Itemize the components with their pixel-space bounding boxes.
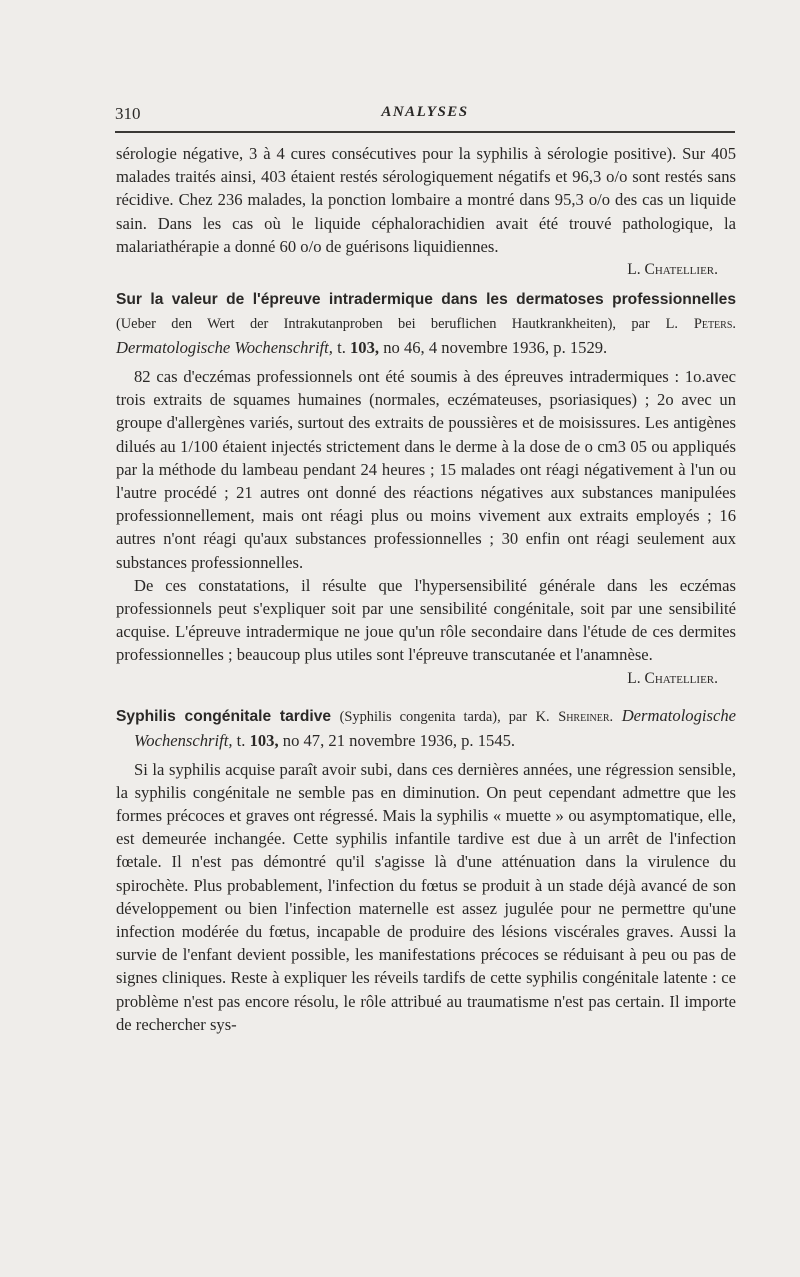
article-heading xyxy=(116,704,736,752)
journal-name: Dermatologische Wochenschrift, xyxy=(116,338,333,358)
running-title: ANALYSES xyxy=(381,104,469,120)
author-name: Shreiner. xyxy=(558,708,614,725)
volume-prefix: t. xyxy=(337,338,346,358)
article-title: Sur la valeur de l'épreuve intradermique dans les dermatoses professionnelles xyxy=(116,291,736,309)
header-rule xyxy=(115,131,735,133)
signature xyxy=(116,258,736,281)
page-header xyxy=(115,98,735,128)
article-paragraph: De ces constatations, il résulte que l'hypersensibilité générale dans les eczémas professionnels peut s'expliquer soit par une sensibilité congénitale, soit par une sensibilité acquise. L'épreuve intradermique ne joue qu'un rôle secondaire dans l'étude de ces dermites professionnelles ; beaucoup plus utiles sont l'épreuve transcutanée et l'anamnèse. xyxy=(116,575,736,665)
signature-name: Chatellier. xyxy=(644,261,718,279)
article-paragraph: 82 cas d'eczémas professionnels ont été soumis à des épreuves intradermiques : 1o.avec trois extraits de squames humaines (normales, eczémateuses, psoriasiques) ; 2o avec un groupe d'allergènes variés, surtout des extraits de poussières et de moisissures. Les antigènes dilués au 1/100 étaient injectés strictement dans le derme à la dose de o cm3 05 ou appliqués par la méthode du lambeau pendant 24 heures ; 15 malades ont réagi négativement à l'un ou l'autre procédé ; 21 autres ont donné des réactions négatives aux substances manipulées professionnellement, mais ont réagi plus ou moins vivement aux extraits employés ; 16 autres n'ont réagi qu'aux substances professionnelles ; 30 enfin ont réagi seulement aux substances professionnelles. xyxy=(116,367,736,572)
signature-initial: L. xyxy=(627,669,641,687)
issue-number: no 46, xyxy=(383,338,425,358)
original-title: (Ueber den Wert der Intrakutanproben bei beruflichen Hautkrankheiten), par xyxy=(116,316,650,333)
author-initial: K. xyxy=(535,708,550,725)
page-number: 310 xyxy=(115,104,141,123)
issue-number: no 47, xyxy=(282,730,325,750)
date-pages: 21 novembre 1936, p. 1545. xyxy=(328,730,516,750)
original-title: (Syphilis congenita tarda), par xyxy=(339,708,528,725)
article-title: Syphilis congénitale tardive xyxy=(116,707,332,725)
date-pages: 4 novembre 1936, p. 1529. xyxy=(428,338,608,358)
volume-number: 103, xyxy=(350,338,380,358)
continuation-paragraph: sérologie négative, 3 à 4 cures consécutives pour la syphilis à sérologie positive). Sur 405 malades traités ainsi, 403 étaient restés sérologiquement négatifs et 96,3 o/o sont restés sans récidive. Chez 236 malades, la ponction lombaire a montré dans 95,3 o/o des cas un liquide sain. Dans les cas où le liquide céphalorachidien avait été trouvé pathologique, la malariathérapie a donné 60 o/o de guérisons liquidiennes. xyxy=(116,144,736,256)
author-name: Peters. xyxy=(693,316,736,333)
journal-name: Dermatologische Wochenschrift, xyxy=(134,705,736,750)
volume-number: 103, xyxy=(249,730,279,750)
article-heading xyxy=(116,287,736,359)
signature-name: Chatellier. xyxy=(644,669,718,687)
author-initial: L. xyxy=(665,316,678,333)
signature xyxy=(116,667,736,690)
article-paragraph: Si la syphilis acquise paraît avoir subi, dans ces dernières années, une régression sensible, la syphilis congénitale ne semble pas en diminution. On peut cependant admettre que les formes précoces et graves ont régressé. Mais la syphilis « muette » ou asymptomatique, elle, est demeurée inchangée. Cette syphilis infantile tardive est due à un arrêt de l'infection fœtale. Il n'est pas démontré qu'il s'agisse là d'une atténuation dans la virulence du spirochète. Plus probablement, l'infection du fœtus se produit à un stade déjà avancé de son développement ou bien l'infection maternelle est assez jugulée pour ne permettre qu'une infection modérée du fœtus, incapable de produire des lésions viscérales graves. Aussi la survie de l'enfant devient possible, les manifestations précoces se réduisant à peu ou pas de signes cliniques. Reste à expliquer les réveils tardifs de cette syphilis congénitale latente : ce problème n'est pas encore résolu, le rôle attribué au traumatisme n'est pas certain. Il importe de rechercher sys- xyxy=(116,759,736,1034)
page-content xyxy=(116,142,736,1036)
signature-initial: L. xyxy=(627,261,641,279)
volume-prefix: t. xyxy=(236,730,246,750)
